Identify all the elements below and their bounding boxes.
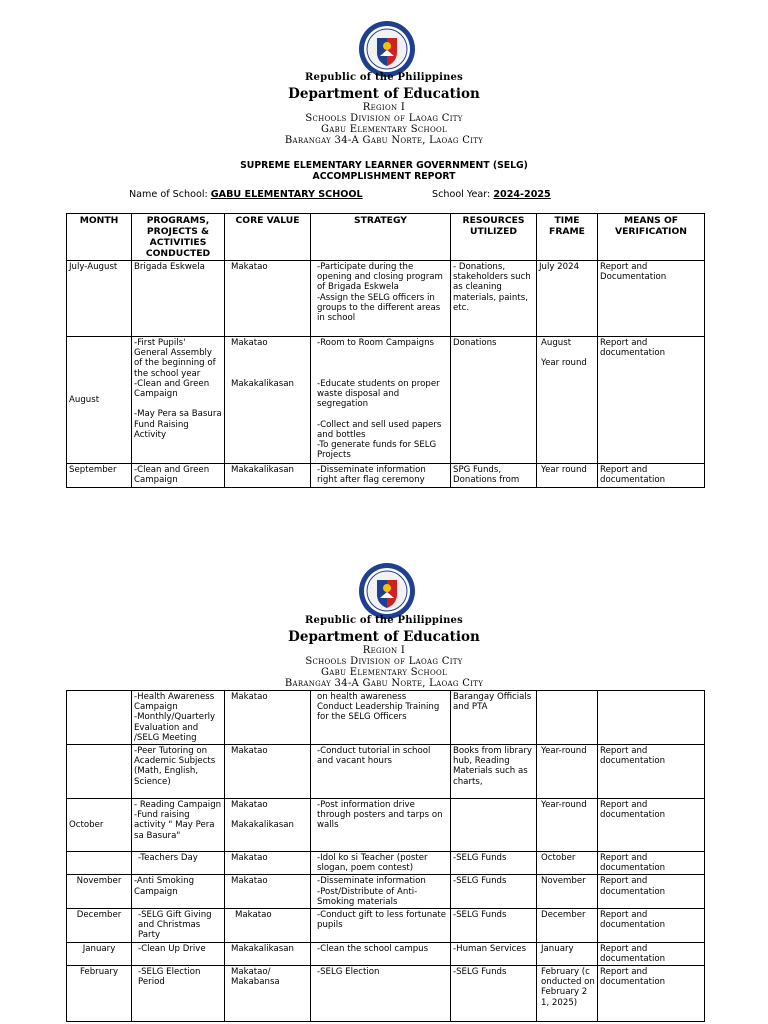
column-header: STRATEGY <box>311 214 451 261</box>
table-cell: Report and documentation <box>598 875 705 909</box>
school-year-label: School Year: <box>432 189 491 200</box>
table-cell: -Room to Room Campaigns -Educate students on proper waste disposal and segregation -Collect and sell used papers and bottles -To generate funds for SELG Projects <box>311 337 451 464</box>
table-cell: Report and documentation <box>598 909 705 943</box>
table-cell: Makatao <box>225 852 311 875</box>
table-cell: on health awareness Conduct Leadership Training for the SELG Officers <box>311 691 451 745</box>
table-cell: February <box>67 966 132 1022</box>
table-cell: January <box>67 942 132 965</box>
republic-line: Republic of the Philippines <box>305 72 463 83</box>
table-row <box>67 337 705 464</box>
table-cell: -Disseminate information right after flag ceremony <box>311 464 451 488</box>
table-cell <box>598 691 705 745</box>
table-row <box>67 745 705 799</box>
table-header-row <box>67 214 705 261</box>
table-cell: -Peer Tutoring on Academic Subjects (Math, English, Science) <box>132 745 225 799</box>
table-cell: -Conduct gift to less fortunate pupils <box>311 909 451 943</box>
table-row <box>67 852 705 875</box>
table-cell <box>67 852 132 875</box>
deped-seal-icon <box>358 562 416 620</box>
republic-line: Republic of the Philippines <box>305 615 463 626</box>
table-cell: August Year round <box>537 337 598 464</box>
table-cell: September <box>67 464 132 488</box>
table-cell <box>451 799 537 852</box>
table-cell: -Clean and Green Campaign <box>132 464 225 488</box>
table-cell: December <box>537 909 598 943</box>
table-cell: Report and documentation <box>598 337 705 464</box>
table-cell: Makatao/ Makabansa <box>225 966 311 1022</box>
table-cell: - Reading Campaign -Fund raising activity " May Pera sa Basura" <box>132 799 225 852</box>
region-line: Region I <box>362 645 406 656</box>
table-cell: -Clean the school campus <box>311 942 451 965</box>
table-cell: -Health Awareness Campaign -Monthly/Quarterly Evaluation and /SELG Meeting <box>132 691 225 745</box>
table-cell: January <box>537 942 598 965</box>
table-cell: Report and Documentation <box>598 261 705 337</box>
table-cell: Makatao <box>225 691 311 745</box>
table-cell: Year-round <box>537 799 598 852</box>
table-row <box>67 909 705 943</box>
table-cell: - Donations, stakeholders such as cleaning materials, paints, etc. <box>451 261 537 337</box>
table-cell: October <box>537 852 598 875</box>
table-cell: -Anti Smoking Campaign <box>132 875 225 909</box>
table-cell: Brigada Eskwela <box>132 261 225 337</box>
table-cell: Makatao <box>225 745 311 799</box>
table-cell: -Idol ko si Teacher (poster slogan, poem contest) <box>311 852 451 875</box>
table-cell: Makakalikasan <box>225 942 311 965</box>
table-cell: -Disseminate information -Post/Distribute of Anti-Smoking materials <box>311 875 451 909</box>
table-cell: Donations <box>451 337 537 464</box>
table-cell: -SELG Election Period <box>132 966 225 1022</box>
table-cell: -First Pupils' General Assembly of the beginning of the school year -Clean and Green Campaign -May Pera sa Basura Fund Raising Activity <box>132 337 225 464</box>
column-header: MEANS OF VERIFICATION <box>598 214 705 261</box>
table-cell: Makatao Makakalikasan <box>225 337 311 464</box>
column-header: RESOURCES UTILIZED <box>451 214 537 261</box>
column-header: PROGRAMS, PROJECTS & ACTIVITIES CONDUCTED <box>132 214 225 261</box>
table-cell: -Conduct tutorial in school and vacant hours <box>311 745 451 799</box>
table-cell: -Post information drive through posters and tarps on walls <box>311 799 451 852</box>
school-line: Gabu Elementary School <box>321 667 447 678</box>
table-row <box>67 261 705 337</box>
table-cell: Report and documentation <box>598 464 705 488</box>
table-cell: Year round <box>537 464 598 488</box>
column-header: MONTH <box>67 214 132 261</box>
table-cell: -SELG Funds <box>451 875 537 909</box>
address-line: Barangay 34-A Gabu Norte, Laoag City <box>284 678 484 689</box>
division-line: Schools Division of Laoag City <box>305 656 463 667</box>
table-cell: -SELG Funds <box>451 909 537 943</box>
division-line: Schools Division of Laoag City <box>305 113 463 124</box>
address-line: Barangay 34-A Gabu Norte, Laoag City <box>284 135 484 146</box>
table-row <box>67 875 705 909</box>
department-name: Department of Education <box>288 86 480 102</box>
report-title: SUPREME ELEMENTARY LEARNER GOVERNMENT (SELG) <box>240 160 528 171</box>
table-cell: Report and documentation <box>598 745 705 799</box>
table-cell: July 2024 <box>537 261 598 337</box>
table-cell <box>67 745 132 799</box>
table-cell: December <box>67 909 132 943</box>
table-cell: Makakalikasan <box>225 464 311 488</box>
table-cell: Makatao Makakalikasan <box>225 799 311 852</box>
table-row <box>67 799 705 852</box>
table-row <box>67 966 705 1022</box>
table-row <box>67 691 705 745</box>
region-line: Region I <box>362 102 406 113</box>
accomplishment-table-page-2 <box>66 690 705 1022</box>
table-cell: Report and documentation <box>598 966 705 1022</box>
table-cell: February (conducted on February 21, 2025) <box>537 966 598 1022</box>
table-row <box>67 942 705 965</box>
department-name: Department of Education <box>288 629 480 645</box>
table-cell <box>537 691 598 745</box>
table-cell: Makatao <box>225 875 311 909</box>
table-cell: SPG Funds, Donations from <box>451 464 537 488</box>
table-cell: Books from library hub, Reading Materials such as charts, <box>451 745 537 799</box>
school-name-value: GABU ELEMENTARY SCHOOL <box>210 189 363 200</box>
school-name-info <box>129 189 363 200</box>
table-cell: November <box>67 875 132 909</box>
table-cell: -SELG Funds <box>451 966 537 1022</box>
school-name-label: Name of School: <box>129 189 208 200</box>
deped-seal-icon <box>358 20 416 78</box>
table-cell: July-August <box>67 261 132 337</box>
column-header: CORE VALUE <box>225 214 311 261</box>
table-cell: -SELG Gift Giving and Christmas Party <box>132 909 225 943</box>
table-cell: -Participate during the opening and closing program of Brigada Eskwela -Assign the SELG officers in groups to the different areas in school <box>311 261 451 337</box>
table-cell: -SELG Funds <box>451 852 537 875</box>
table-cell: Barangay Officials and PTA <box>451 691 537 745</box>
school-year-value: 2024-2025 <box>493 189 551 200</box>
table-cell: -Human Services <box>451 942 537 965</box>
table-cell: Report and documentation <box>598 852 705 875</box>
table-row <box>67 464 705 488</box>
table-cell: November <box>537 875 598 909</box>
table-cell: Report and documentation <box>598 942 705 965</box>
school-year-info <box>432 189 551 200</box>
table-cell: Report and documentation <box>598 799 705 852</box>
column-header: TIME FRAME <box>537 214 598 261</box>
table-cell: -Teachers Day <box>132 852 225 875</box>
table-cell: October <box>67 799 132 852</box>
table-cell: -SELG Election <box>311 966 451 1022</box>
table-cell: Year-round <box>537 745 598 799</box>
accomplishment-table-page-1 <box>66 213 705 488</box>
table-cell: August <box>67 337 132 464</box>
table-cell: Makatao <box>225 261 311 337</box>
report-subtitle: ACCOMPLISHMENT REPORT <box>312 171 456 182</box>
table-cell: Makatao <box>225 909 311 943</box>
table-cell <box>67 691 132 745</box>
school-line: Gabu Elementary School <box>321 124 447 135</box>
table-cell: -Clean Up Drive <box>132 942 225 965</box>
